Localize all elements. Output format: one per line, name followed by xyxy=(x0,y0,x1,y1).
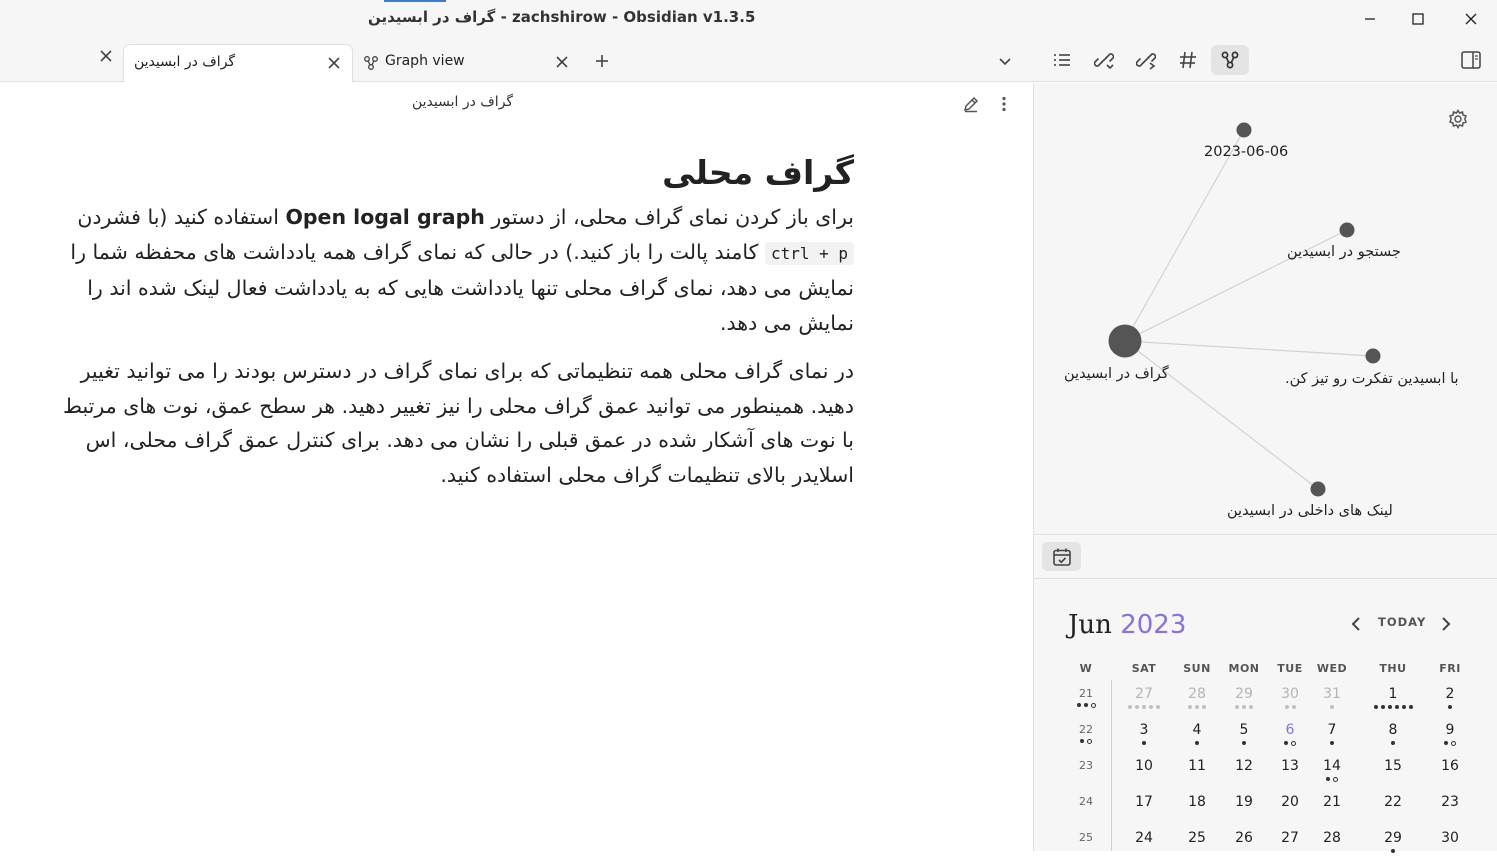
note-dot xyxy=(1388,705,1392,709)
calendar-day-number: 13 xyxy=(1281,758,1299,774)
note-header xyxy=(0,83,1033,123)
calendar-day[interactable] xyxy=(1222,830,1266,857)
calendar-day[interactable] xyxy=(1371,794,1415,821)
week-number[interactable] xyxy=(1064,759,1108,783)
calendar-day-number: 19 xyxy=(1235,794,1253,810)
calendar-day-number: 27 xyxy=(1135,686,1153,702)
note-dot xyxy=(1451,741,1456,746)
calendar-day[interactable] xyxy=(1371,686,1415,713)
week-number[interactable] xyxy=(1064,831,1108,855)
weekday-header: TUE xyxy=(1277,662,1303,675)
calendar-day[interactable] xyxy=(1122,794,1166,821)
weekday-header: THU xyxy=(1379,662,1407,675)
calendar-month: Jun xyxy=(1068,610,1112,640)
calendar-day[interactable] xyxy=(1371,722,1415,749)
calendar-day[interactable] xyxy=(1428,686,1472,713)
graph-icon xyxy=(1220,50,1240,70)
graph-node xyxy=(1311,482,1326,497)
calendar-day-number: 20 xyxy=(1281,794,1299,810)
note-dots xyxy=(1122,741,1166,749)
note-dots xyxy=(1268,813,1312,821)
paragraph-2: در نمای گراف محلی همه تنظیماتی که برای نمای گراف در دسترس بودند را می توانید تغییر دهید. همینطور می توانید عمق گراف محلی را نیز تغییر دهید. هر سطح عمق، نوت های مرتبط با نوت های آشکار شده در عمق قبلی را نشان می دهد. برای کنترل عمق گراف محلی، اس اسلایدر بالای تنظیمات گراف محلی استفاده کنید. xyxy=(63,359,854,487)
plus-icon xyxy=(595,54,609,68)
note-heading: گراف محلی xyxy=(662,153,854,192)
note-dot xyxy=(1249,705,1253,709)
right-sidebar xyxy=(1034,83,1497,851)
calendar-day[interactable] xyxy=(1268,794,1312,821)
note-dot xyxy=(1077,703,1081,707)
note-dot xyxy=(1330,705,1334,709)
chevron-down-icon xyxy=(998,54,1012,68)
graph-edge xyxy=(1125,341,1373,356)
calendar-day[interactable] xyxy=(1310,830,1354,857)
close-icon xyxy=(100,50,112,62)
calendar-day[interactable] xyxy=(1268,758,1312,785)
list-icon xyxy=(1052,50,1072,70)
graph-node-label-center[interactable]: گراف در ابسیدین xyxy=(1064,366,1169,382)
weekday-header: MON xyxy=(1228,662,1260,675)
calendar-day[interactable] xyxy=(1268,830,1312,857)
calendar-day[interactable] xyxy=(1310,686,1354,713)
calendar-day-number: 15 xyxy=(1384,758,1402,774)
note-dots xyxy=(1371,777,1415,785)
note-dot xyxy=(1142,705,1146,709)
inline-code: ctrl + p xyxy=(765,242,854,265)
minimize-button[interactable] xyxy=(1359,8,1381,30)
note-dot xyxy=(1195,705,1199,709)
note-dots xyxy=(1428,741,1472,749)
sidebar-toggle-icon xyxy=(1461,51,1481,69)
note-dot xyxy=(1395,705,1399,709)
close-pane-button[interactable] xyxy=(96,46,116,66)
sidebar-divider[interactable] xyxy=(1034,534,1497,535)
note-dots xyxy=(1310,705,1354,713)
calendar-view-button[interactable] xyxy=(1042,542,1081,571)
graph-settings-button[interactable] xyxy=(1446,107,1470,131)
title-bar xyxy=(0,0,1497,38)
week-number-label: 25 xyxy=(1079,831,1093,844)
calendar-day-number: 23 xyxy=(1441,794,1459,810)
note-dots xyxy=(1371,741,1415,749)
close-icon xyxy=(328,57,340,69)
graph-edge xyxy=(1125,130,1244,341)
backlinks-button[interactable] xyxy=(1085,45,1123,75)
tab-label: گراف در ابسیدین xyxy=(134,54,236,70)
note-dot xyxy=(1142,741,1146,745)
note-dot xyxy=(1135,705,1139,709)
calendar-day-number: 18 xyxy=(1188,794,1206,810)
outgoing-links-button[interactable] xyxy=(1127,45,1165,75)
note-dots xyxy=(1310,777,1354,785)
calendar-day[interactable] xyxy=(1222,686,1266,713)
note-dots xyxy=(1175,813,1219,821)
note-dot xyxy=(1409,705,1413,709)
calendar-day-number: 1 xyxy=(1388,686,1398,702)
tab-close-button[interactable] xyxy=(552,52,572,72)
calendar-day-number: 27 xyxy=(1281,830,1299,846)
note-dots xyxy=(1428,813,1472,821)
graph-node xyxy=(1366,349,1381,364)
calendar-day-number: 26 xyxy=(1235,830,1253,846)
note-dots xyxy=(1428,849,1472,857)
note-dots xyxy=(1222,813,1266,821)
note-dots xyxy=(1310,849,1354,857)
weekday-header: FRI xyxy=(1439,662,1461,675)
maximize-icon xyxy=(1412,13,1424,25)
chevron-right-icon xyxy=(1440,616,1452,632)
note-dots xyxy=(1268,741,1312,749)
graph-icon xyxy=(363,55,379,75)
note-dot xyxy=(1091,703,1096,708)
tab-graph-view[interactable] xyxy=(355,44,583,82)
calendar-day-number: 9 xyxy=(1445,722,1455,738)
calendar-day-number: 17 xyxy=(1135,794,1153,810)
weekday-header: WED xyxy=(1316,662,1348,675)
text-span: استفاده کنید (با فشردن xyxy=(77,205,279,229)
note-dots xyxy=(1175,777,1219,785)
calendar-day[interactable] xyxy=(1268,686,1312,713)
note-dot xyxy=(1402,705,1406,709)
note-header-title[interactable]: گراف در ابسیدین xyxy=(412,94,514,110)
calendar-day[interactable] xyxy=(1428,830,1472,857)
note-dots xyxy=(1371,849,1415,857)
calendar-day-number: 10 xyxy=(1135,758,1153,774)
graph-node-label[interactable]: .با ابسیدین تفکرت رو تیز کن xyxy=(1285,371,1459,387)
week-number-label: 21 xyxy=(1079,687,1093,700)
graph-node-label[interactable]: جستجو در ابسیدین xyxy=(1287,244,1401,260)
note-dot xyxy=(1235,705,1239,709)
calendar-day-number: 22 xyxy=(1384,794,1402,810)
calendar-day[interactable] xyxy=(1371,830,1415,857)
weekday-header: W xyxy=(1079,662,1093,675)
calendar-day[interactable] xyxy=(1222,794,1266,821)
note-dot xyxy=(1448,705,1452,709)
calendar-day-number: 2 xyxy=(1445,686,1455,702)
maximize-button[interactable] xyxy=(1407,8,1429,30)
calendar-day[interactable] xyxy=(1310,794,1354,821)
calendar-day[interactable] xyxy=(1175,686,1219,713)
note-dots xyxy=(1064,703,1108,711)
calendar-year: 2023 xyxy=(1120,610,1187,640)
edit-mode-button[interactable] xyxy=(962,95,980,117)
calendar-title xyxy=(1068,610,1186,640)
calendar-day[interactable] xyxy=(1428,722,1472,749)
note-dot xyxy=(1381,705,1385,709)
note-dot xyxy=(1087,739,1092,744)
calendar-day[interactable] xyxy=(1222,722,1266,749)
calendar-day-number: 25 xyxy=(1188,830,1206,846)
outline-button[interactable] xyxy=(1043,45,1081,75)
note-dots xyxy=(1268,705,1312,713)
calendar-day[interactable] xyxy=(1122,686,1166,713)
editor-pane xyxy=(0,83,1033,851)
paragraph-1 xyxy=(52,200,854,340)
note-dot xyxy=(1374,705,1378,709)
calendar-day-number: 7 xyxy=(1327,722,1337,738)
gear-icon xyxy=(1448,109,1468,129)
calendar-day-number: 14 xyxy=(1323,758,1341,774)
calendar-day[interactable] xyxy=(1428,758,1472,785)
note-dot xyxy=(1391,849,1395,853)
week-number-label: 22 xyxy=(1079,723,1093,736)
graph-edge xyxy=(1125,341,1318,489)
local-graph-button[interactable] xyxy=(1211,45,1249,75)
calendar-day[interactable] xyxy=(1122,722,1166,749)
calendar-day[interactable] xyxy=(1371,758,1415,785)
calendar-day-number: 29 xyxy=(1235,686,1253,702)
note-dot xyxy=(1195,741,1199,745)
note-dot xyxy=(1391,741,1395,745)
calendar-check-icon xyxy=(1052,547,1072,567)
note-dot xyxy=(1326,777,1330,781)
calendar-day-number: 16 xyxy=(1441,758,1459,774)
note-dots xyxy=(1064,811,1108,819)
calendar-day[interactable] xyxy=(1428,794,1472,821)
calendar-day[interactable] xyxy=(1175,830,1219,857)
calendar-day-number: 21 xyxy=(1323,794,1341,810)
note-dots xyxy=(1310,741,1354,749)
note-dot xyxy=(1291,741,1296,746)
note-dots xyxy=(1175,849,1219,857)
note-dots xyxy=(1222,777,1266,785)
calendar-day[interactable] xyxy=(1175,722,1219,749)
calendar-day-number: 12 xyxy=(1235,758,1253,774)
calendar-day-number: 31 xyxy=(1323,686,1341,702)
note-dot xyxy=(1202,705,1206,709)
text-span: کامند پالت را باز کنید.) در حالی که نمای گراف همه یادداشت های محفظه شما را نمایش می دهد، نمای گراف محلی تنها یادداشت هایی که به یادداشت فعال لینک شده اند را نمایش می دهد. xyxy=(70,239,854,335)
week-number-label: 23 xyxy=(1079,759,1093,772)
note-dot xyxy=(1284,741,1288,745)
note-dots xyxy=(1428,705,1472,713)
note-dots xyxy=(1222,705,1266,713)
chevron-left-icon xyxy=(1350,616,1362,632)
note-dot xyxy=(1444,741,1448,745)
note-dot xyxy=(1188,705,1192,709)
note-dots xyxy=(1122,705,1166,713)
text-span: برای باز کردن نمای گراف محلی، از دستور xyxy=(491,205,854,229)
graph-node-label[interactable]: 2023-06-06 xyxy=(1204,144,1289,160)
calendar-day-number: 29 xyxy=(1384,830,1402,846)
note-dots xyxy=(1122,813,1166,821)
close-icon xyxy=(1465,13,1477,25)
new-tab-button[interactable] xyxy=(592,51,612,71)
calendar-day[interactable] xyxy=(1175,794,1219,821)
tab-bar xyxy=(0,38,1497,82)
calendar-day-number: 4 xyxy=(1192,722,1202,738)
note-dots xyxy=(1064,847,1108,855)
tab-list-dropdown[interactable] xyxy=(995,51,1015,71)
week-column-divider xyxy=(1111,680,1112,851)
note-dots xyxy=(1268,777,1312,785)
note-dot xyxy=(1333,777,1338,782)
sidebar-divider xyxy=(1034,578,1497,579)
calendar-day[interactable] xyxy=(1175,758,1219,785)
pencil-icon xyxy=(962,95,980,113)
calendar-day-number: 30 xyxy=(1441,830,1459,846)
week-number[interactable] xyxy=(1064,795,1108,819)
calendar-day-number: 24 xyxy=(1135,830,1153,846)
note-dots xyxy=(1222,849,1266,857)
calendar-day-number: 30 xyxy=(1281,686,1299,702)
window-title: گراف در ابسیدین - zachshirow - Obsidian v1.3.5 xyxy=(368,8,756,26)
note-dot xyxy=(1156,705,1160,709)
graph-node xyxy=(1237,123,1252,138)
command-name: Open logal graph xyxy=(285,205,485,229)
note-dots xyxy=(1371,705,1415,713)
note-dots xyxy=(1122,777,1166,785)
note-dots xyxy=(1175,705,1219,713)
more-options-button[interactable] xyxy=(996,95,1012,117)
calendar-day-number: 3 xyxy=(1139,722,1149,738)
note-dots xyxy=(1310,813,1354,821)
note-dot xyxy=(1128,705,1132,709)
next-month-button[interactable] xyxy=(1436,614,1456,634)
calendar-day-number: 28 xyxy=(1323,830,1341,846)
note-dots xyxy=(1371,813,1415,821)
note-dots xyxy=(1064,739,1108,747)
weekday-header: SUN xyxy=(1183,662,1211,675)
week-number[interactable] xyxy=(1064,687,1108,711)
close-icon xyxy=(556,56,568,68)
previous-month-button[interactable] xyxy=(1346,614,1366,634)
note-dot xyxy=(1292,705,1296,709)
calendar-day-number: 11 xyxy=(1188,758,1206,774)
today-button[interactable]: TODAY xyxy=(1378,615,1427,629)
outgoing-links-icon xyxy=(1136,50,1156,70)
calendar-day-number: 6 xyxy=(1285,722,1295,738)
week-number[interactable] xyxy=(1064,723,1108,747)
close-window-button[interactable] xyxy=(1460,8,1482,30)
note-dot xyxy=(1084,703,1088,707)
hashtag-icon xyxy=(1178,50,1198,70)
note-dots xyxy=(1268,849,1312,857)
note-content[interactable] xyxy=(52,153,854,506)
note-dot xyxy=(1080,739,1084,743)
note-dot xyxy=(1285,705,1289,709)
calendar-day-number: 8 xyxy=(1388,722,1398,738)
calendar-day[interactable] xyxy=(1268,722,1312,749)
backlinks-icon xyxy=(1094,50,1114,70)
note-dots xyxy=(1122,849,1166,857)
tab-close-button[interactable] xyxy=(324,53,344,73)
calendar-day-number: 28 xyxy=(1188,686,1206,702)
local-graph-pane[interactable] xyxy=(1034,83,1497,535)
note-dot xyxy=(1330,741,1334,745)
calendar-day[interactable] xyxy=(1310,758,1354,785)
calendar-day[interactable] xyxy=(1310,722,1354,749)
graph-node-label[interactable]: لینک های داخلی در ابسیدین xyxy=(1227,503,1393,519)
tags-button[interactable] xyxy=(1169,45,1207,75)
note-dots xyxy=(1175,741,1219,749)
tab-label: Graph view xyxy=(385,53,465,69)
minimize-icon xyxy=(1364,13,1376,25)
toggle-right-sidebar-button[interactable] xyxy=(1452,45,1490,75)
note-dots xyxy=(1428,777,1472,785)
note-dots xyxy=(1064,775,1108,783)
graph-node xyxy=(1340,223,1355,238)
title-accent-line xyxy=(384,0,446,2)
graph-node-center xyxy=(1109,325,1142,358)
calendar-day[interactable] xyxy=(1222,758,1266,785)
more-vertical-icon xyxy=(996,95,1012,113)
calendar-day[interactable] xyxy=(1122,758,1166,785)
tab-graph-note[interactable] xyxy=(123,44,353,82)
note-dots xyxy=(1222,741,1266,749)
note-dot xyxy=(1242,741,1246,745)
note-dot xyxy=(1149,705,1153,709)
note-dot xyxy=(1242,705,1246,709)
calendar-day[interactable] xyxy=(1122,830,1166,857)
weekday-header: SAT xyxy=(1131,662,1157,675)
calendar-day-number: 5 xyxy=(1239,722,1249,738)
week-number-label: 24 xyxy=(1079,795,1093,808)
